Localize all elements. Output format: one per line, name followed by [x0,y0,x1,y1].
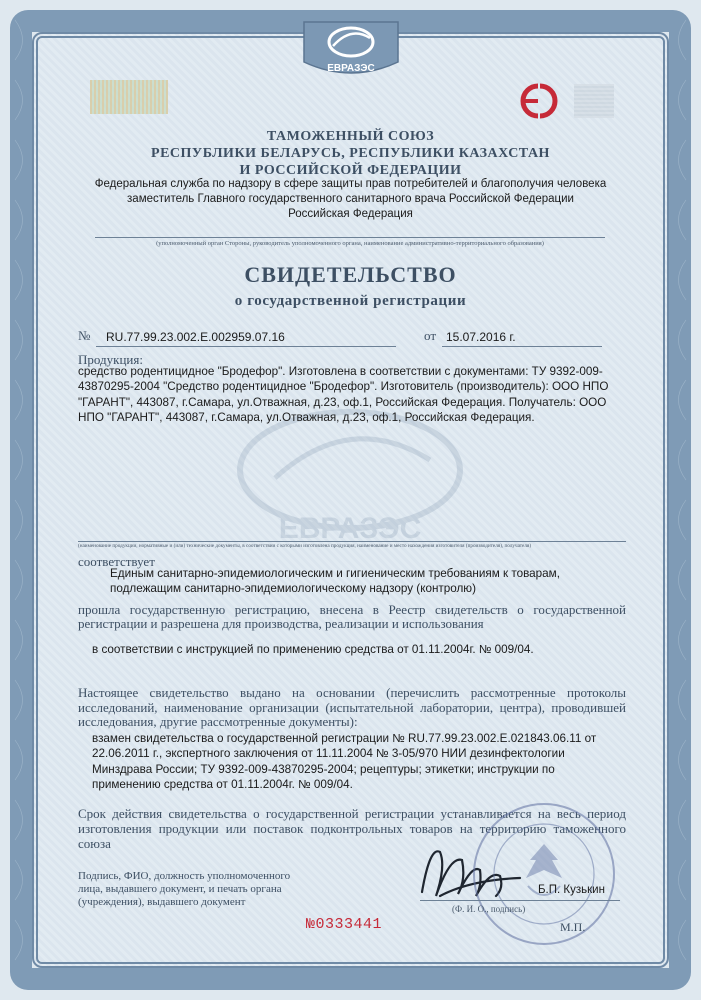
authority-line-1: Федеральная служба по надзору в сфере защиты прав потребителей и благополучия человека [94,178,607,190]
date-underline [442,346,602,347]
registered-text: в соответствии с инструкцией по применению средства от 01.11.2004г. № 009/04. [92,643,534,656]
authority-line-3: Российская Федерация [288,208,413,220]
conformity-text: Единым санитарно-эпидемиологическим и гигиеническим требованиям к товарам, подлежащим санитарно-эпидемиологическому надзору (контролю) [110,567,560,596]
union-header [60,128,641,179]
header-line-3: И РОССИЙСКОЙ ФЕДЕРАЦИИ [239,163,462,178]
seal-mark: М.П. [560,920,586,934]
conformity-mark [514,80,564,122]
registration-date: 15.07.2016 г. [446,330,516,344]
hologram-mark [574,84,614,118]
number-underline [96,346,396,347]
product-caption: (наименование продукции, нормативные и (или) технические документы, в соответствии с которыми изготовлена продукция, наименование и место нахождения изготовителя (производителя), получателя) [78,543,532,549]
signatory-name: Б.П. Кузькин [538,884,605,896]
basis-text: взамен свидетельства о государственной регистрации № RU.77.99.23.002.E.021843.06.11 от 22.06.2011 г., экспертного заключения от 11.11.2004 № 3-05/970 НИИ дезинфектологии Минздрава России; ТУ 9392-009-43870295-2004; рецептуры; этикетки; инструкции по применению средства от 01.11.2004г. № 009/04. [92,732,597,792]
product-label: Продукция: [78,352,143,367]
registration-number: RU.77.99.23.002.E.002959.07.16 [106,330,285,344]
signatory-label: Подпись, ФИО, должность уполномоченного лица, выдавшего документ, и печать органа (учреждения), выдавшего документ [78,870,291,908]
authority-underline [95,237,605,238]
basis-label: Настоящее свидетельство выдано на основании (перечислить рассмотренные протоколы исследований, наименование организации (испытательной лаборатории, центра), проводившей исследования, другие рассмотренные документы): [78,685,626,729]
conformity-mark-icon [514,80,564,122]
state-seal-icon [470,800,618,948]
product-text: средство родентицидное "Бродефор". Изготовлена в соответствии с документами: ТУ 9392-009-43870295-2004 "Средство родентицидное "Бродефор". Изготовитель (производитель): ООО НПО "ГАРАНТ", 443087, г.Самара, ул.Отважная, д.23, оф.1, Российская Федерация. Получатель: ООО НПО "ГАРАНТ", 443087, г.Самара, ул.Отважная, д.23, оф.1, Российская Федерация. [78,365,609,425]
product-underline [78,541,626,542]
signature-underline [420,900,620,901]
seal [470,800,618,948]
svg-text:ЕВРАЗЭС: ЕВРАЗЭС [327,63,375,74]
eurasec-logo-icon [300,18,402,80]
date-label: от [424,328,437,343]
hologram-strip [90,80,168,114]
number-label: № [78,328,91,343]
document-title: СВИДЕТЕЛЬСТВО [244,262,457,287]
header-line-2: РЕСПУБЛИКИ БЕЛАРУСЬ, РЕСПУБЛИКИ КАЗАХСТАН [151,146,550,161]
authority-caption: (уполномоченный орган Стороны, руководитель уполномоченного органа, наименование административно-территориального образования) [156,240,544,247]
document-subtitle: о государственной регистрации [234,293,467,309]
conformity-label: соответствует [78,554,155,569]
registered-label: прошла государственную регистрацию, внесена в Реестр свидетельств о государственной регистрации и разрешена для производства, реализации и использования [78,602,626,631]
header-line-1: ТАМОЖЕННЫЙ СОЮЗ [266,129,435,144]
authority-line-2: заместитель Главного государственного санитарного врача Российской Федерации [127,193,574,205]
validity-text: Срок действия свидетельства о государственной регистрации устанавливается на весь период изготовления продукции или поставок подконтрольных товаров на территорию таможенного союза [78,806,626,851]
serial-number: №0333441 [306,916,383,933]
signature-caption: (Ф. И. О., подпись) [452,904,526,914]
eurasec-logo [300,18,402,80]
issuing-authority [60,177,641,222]
